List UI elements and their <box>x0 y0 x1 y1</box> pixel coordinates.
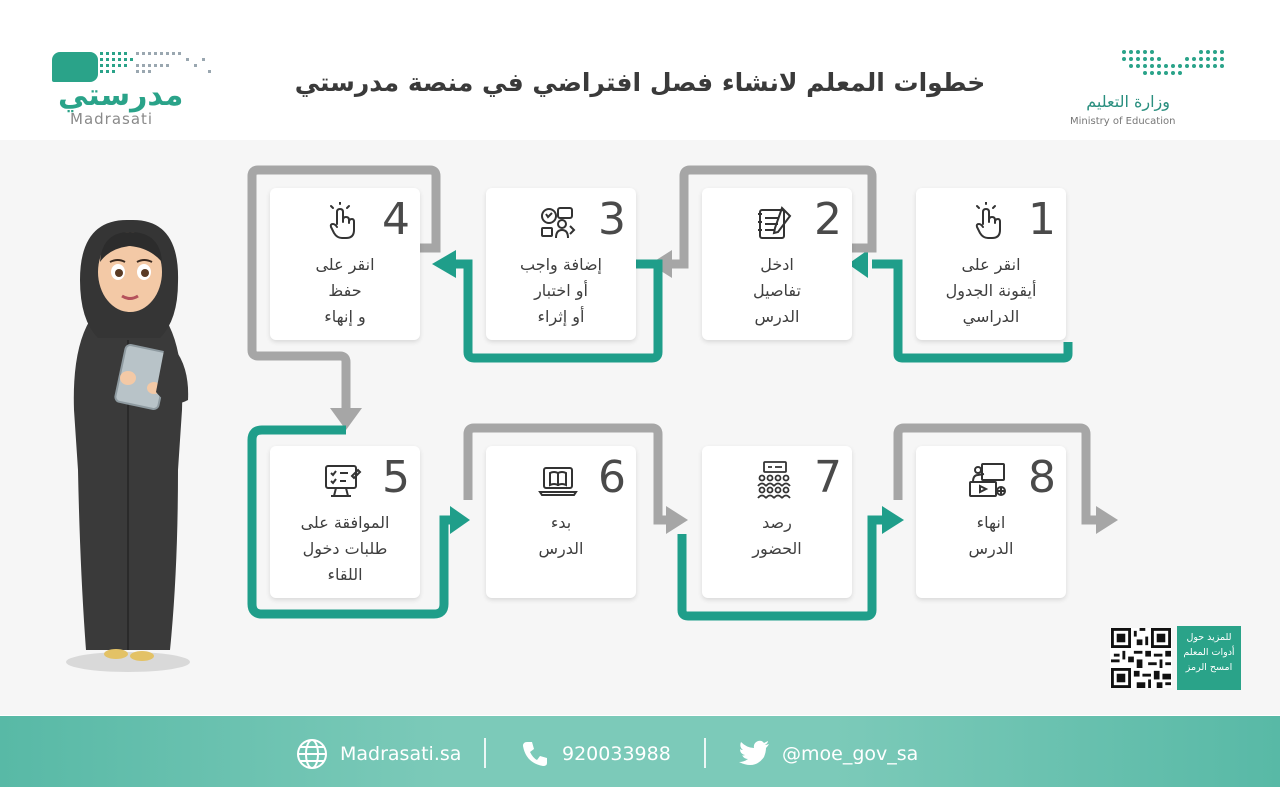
notebook-edit-icon <box>754 202 794 242</box>
twitter-icon <box>738 740 770 768</box>
arrowhead-6-7 <box>666 506 688 534</box>
step-card-8 <box>916 446 1066 598</box>
step-number: 2 <box>814 194 842 245</box>
arrowhead-3-4 <box>432 250 456 278</box>
step-card-6 <box>486 446 636 598</box>
step-text: رصد الحضور <box>752 513 802 558</box>
qr-code[interactable] <box>1110 628 1172 688</box>
step-text: ادخل تفاصيل الدرس <box>753 255 801 326</box>
step-card-4 <box>270 188 420 340</box>
step-card-1 <box>916 188 1066 340</box>
step-number: 7 <box>814 452 842 503</box>
step-number: 1 <box>1028 194 1056 245</box>
laptop-book-icon <box>538 460 578 500</box>
arrowhead-5-6 <box>450 506 470 534</box>
quiz-icon <box>538 202 578 242</box>
step-text: إضافة واجب أو اختبار أو إثراء <box>520 255 602 326</box>
madrasati-logo-arabic: مدرستي <box>58 78 184 113</box>
step-text: بدء الدرس <box>538 513 584 558</box>
step-number: 8 <box>1028 452 1056 503</box>
ministry-name-english: Ministry of Education <box>1070 116 1176 127</box>
ministry-name-arabic: وزارة التعليم <box>1086 92 1170 111</box>
step-number: 4 <box>382 194 410 245</box>
teacher-board-icon <box>968 460 1008 500</box>
step-card-2 <box>702 188 852 340</box>
tap-hand-icon <box>322 202 362 242</box>
step-card-3 <box>486 188 636 340</box>
step-text: الموافقة على طلبات دخول اللقاء <box>300 513 390 584</box>
step-text: انهاء الدرس <box>968 513 1014 558</box>
footer-phone[interactable] <box>520 740 671 768</box>
step-text: انقر على حفظ و إنهاء <box>315 255 375 326</box>
tap-hand-icon <box>968 202 1008 242</box>
step-number: 5 <box>382 452 410 503</box>
attendance-icon <box>754 460 794 500</box>
footer-website[interactable] <box>296 740 461 768</box>
qr-caption: للمزيد حول أدوات المعلم امسح الرمز <box>1177 626 1241 690</box>
footer-twitter[interactable] <box>738 740 918 768</box>
step-number: 6 <box>598 452 626 503</box>
phone-text: 920033988 <box>562 743 671 765</box>
footer-divider <box>484 738 486 768</box>
madrasati-logo-english: Madrasati <box>70 110 154 128</box>
arrowhead-end <box>1096 506 1118 534</box>
step-card-7 <box>702 446 852 598</box>
globe-icon <box>296 738 328 770</box>
twitter-handle: @moe_gov_sa <box>782 743 919 765</box>
arrowhead-7-8 <box>882 506 904 534</box>
footer <box>0 716 1280 787</box>
teacher-illustration <box>50 210 220 690</box>
phone-icon <box>520 739 550 769</box>
approve-screen-icon <box>322 460 362 500</box>
step-number: 3 <box>598 194 626 245</box>
page-title: خطوات المعلم لانشاء فصل افتراضي في منصة مدرستي <box>294 68 986 97</box>
step-text: انقر على أيقونة الجدول الدراسي <box>945 255 1037 326</box>
footer-divider <box>704 738 706 768</box>
website-text: Madrasati.sa <box>340 743 462 765</box>
step-card-5 <box>270 446 420 598</box>
